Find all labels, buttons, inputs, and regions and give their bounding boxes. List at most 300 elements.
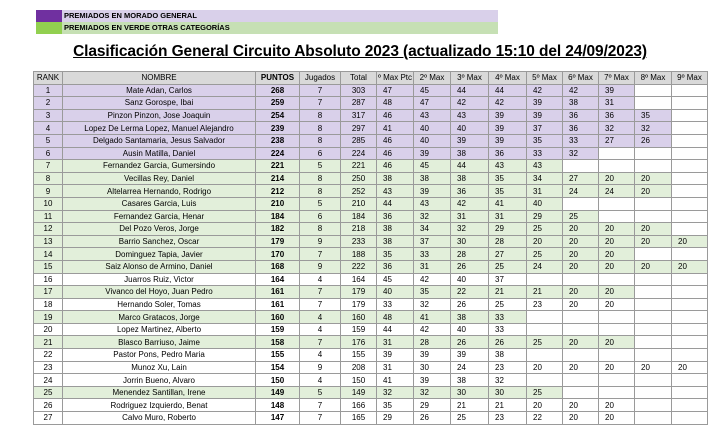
table-cell: 45 [414,160,451,173]
table-cell: Juarros Ruiz, Victor [63,273,256,286]
table-cell: Fernandez Garcia, Henar [63,210,256,223]
table-cell: 9 [300,260,341,273]
table-cell: 39 [414,147,451,160]
table-cell: 39 [527,97,563,110]
table-cell: 21 [489,399,527,412]
table-cell: 5 [300,197,341,210]
table-cell: 254 [256,109,300,122]
table-cell: 7 [34,160,63,173]
table-cell: 33 [489,311,527,324]
table-cell: 39 [527,109,563,122]
table-cell [635,323,672,336]
table-cell: 39 [489,134,527,147]
table-cell [527,349,563,362]
table-cell: 252 [341,185,377,198]
table-cell: 20 [599,172,635,185]
table-cell: 39 [414,349,451,362]
table-cell [672,109,708,122]
table-cell: 5 [300,160,341,173]
table-cell: Munoz Xu, Lain [63,361,256,374]
table-cell: 221 [256,160,300,173]
table-cell: 38 [414,172,451,185]
table-cell: 20 [563,235,599,248]
table-cell: 182 [256,223,300,236]
table-cell: 48 [377,311,414,324]
table-cell: 25 [527,386,563,399]
column-header: Jugados [300,72,341,85]
table-cell: 20 [563,336,599,349]
table-cell: 38 [377,223,414,236]
column-header: 7º Max [599,72,635,85]
table-cell: 20 [599,260,635,273]
table-cell [672,147,708,160]
table-cell [672,248,708,261]
table-cell: 39 [489,122,527,135]
table-cell: Vecillas Rey, Daniel [63,172,256,185]
table-cell: 7 [300,412,341,425]
table-row [34,260,708,273]
table-cell: 26 [451,336,489,349]
table-cell: 44 [489,84,527,97]
table-cell: 32 [599,122,635,135]
table-cell: 31 [489,210,527,223]
table-cell: 158 [256,336,300,349]
table-cell: 150 [341,374,377,387]
table-cell [599,210,635,223]
table-cell: 29 [489,223,527,236]
table-cell: 22 [34,349,63,362]
table-cell: 39 [451,134,489,147]
table-cell [672,134,708,147]
table-row [34,386,708,399]
table-cell: 43 [377,185,414,198]
table-cell [635,412,672,425]
table-cell [635,298,672,311]
table-cell [672,273,708,286]
table-cell: 38 [563,97,599,110]
table-cell [672,185,708,198]
table-cell: 36 [377,210,414,223]
table-cell: 24 [34,374,63,387]
table-cell: 161 [256,286,300,299]
table-cell: 18 [34,298,63,311]
table-cell: 166 [341,399,377,412]
ranking-table [33,71,708,425]
table-cell: 4 [300,323,341,336]
legend-purple [36,10,498,22]
table-cell [527,311,563,324]
table-row [34,210,708,223]
table-cell: Casares Garcia, Luis [63,197,256,210]
table-cell: 44 [451,160,489,173]
table-cell: 12 [34,223,63,236]
table-cell: 210 [256,197,300,210]
table-cell: 25 [527,336,563,349]
table-cell: 38 [451,147,489,160]
table-cell: 38 [377,172,414,185]
table-cell: 40 [377,286,414,299]
table-cell: 23 [34,361,63,374]
table-cell: 23 [527,298,563,311]
table-cell [599,374,635,387]
column-header: RANK [34,72,63,85]
table-cell: Altelarrea Hernando, Rodrigo [63,185,256,198]
table-cell [563,323,599,336]
table-cell [563,273,599,286]
table-cell: 30 [489,386,527,399]
table-cell [672,84,708,97]
table-cell: 31 [527,185,563,198]
table-cell: 38 [451,311,489,324]
table-row [34,336,708,349]
table-cell: 26 [451,298,489,311]
table-cell: 42 [414,323,451,336]
table-cell: 179 [341,298,377,311]
table-cell: 159 [341,323,377,336]
table-cell [672,210,708,223]
table-cell: 31 [414,260,451,273]
table-cell: 25 [527,248,563,261]
column-header: 9º Max [672,72,708,85]
table-cell: Blasco Barriuso, Jaime [63,336,256,349]
table-cell: 22 [527,412,563,425]
table-cell: 20 [672,235,708,248]
table-cell: 155 [256,349,300,362]
table-cell: 20 [527,235,563,248]
table-cell: 36 [377,260,414,273]
table-cell: 27 [34,412,63,425]
table-cell: 25 [489,298,527,311]
table-cell [635,311,672,324]
table-cell: 20 [672,361,708,374]
table-cell [672,399,708,412]
table-cell: 39 [414,374,451,387]
table-cell: 20 [635,361,672,374]
table-cell: 44 [377,323,414,336]
table-cell: 20 [563,248,599,261]
table-cell [635,374,672,387]
table-cell: 19 [34,311,63,324]
table-cell: 4 [34,122,63,135]
table-cell: Sanz Gorospe, Ibai [63,97,256,110]
table-cell [527,273,563,286]
table-cell: 32 [377,386,414,399]
table-cell: 41 [377,374,414,387]
table-row [34,298,708,311]
table-cell: 47 [414,97,451,110]
table-cell: 20 [635,223,672,236]
table-cell: 43 [451,109,489,122]
table-cell: 47 [377,84,414,97]
table-cell: 35 [635,109,672,122]
table-cell [599,147,635,160]
table-row [34,134,708,147]
table-cell: 268 [256,84,300,97]
table-cell: 20 [599,235,635,248]
table-cell [635,97,672,110]
table-cell: 36 [489,147,527,160]
table-cell: 147 [256,412,300,425]
legend-green-label: PREMIADOS EN VERDE OTRAS CATEGORÍAS [62,22,498,34]
table-cell: 11 [34,210,63,223]
table-row [34,97,708,110]
table-row [34,235,708,248]
table-cell: 21 [489,286,527,299]
table-cell: 28 [489,235,527,248]
column-header: NOMBRE [63,72,256,85]
table-cell: 8 [34,172,63,185]
table-cell [599,349,635,362]
table-cell [635,147,672,160]
table-cell: 31 [377,361,414,374]
table-cell [672,286,708,299]
table-cell: 149 [341,386,377,399]
table-cell: 7 [300,84,341,97]
table-cell: 20 [563,361,599,374]
table-cell: 222 [341,260,377,273]
table-cell: 44 [377,197,414,210]
table-cell: 4 [300,349,341,362]
table-cell: 14 [34,248,63,261]
table-cell: 32 [451,223,489,236]
table-cell: 39 [414,185,451,198]
table-cell: 20 [563,260,599,273]
table-cell: 20 [527,361,563,374]
table-cell: Barrio Sanchez, Oscar [63,235,256,248]
table-cell: 38 [451,172,489,185]
table-cell: 164 [341,273,377,286]
table-cell: 39 [451,349,489,362]
table-cell: 27 [563,172,599,185]
table-cell: 20 [635,185,672,198]
table-cell: Hernando Soler, Tomas [63,298,256,311]
table-cell: 24 [451,361,489,374]
table-cell: 35 [527,134,563,147]
table-cell: 32 [414,210,451,223]
table-row [34,160,708,173]
table-row [34,311,708,324]
table-cell: 35 [377,248,414,261]
table-cell: 42 [414,273,451,286]
table-cell: 33 [377,298,414,311]
table-cell: 26 [489,336,527,349]
table-cell: 25 [563,210,599,223]
table-cell: 212 [256,185,300,198]
table-cell: 43 [489,160,527,173]
table-cell [563,160,599,173]
table-cell: 30 [451,235,489,248]
table-cell: 40 [451,273,489,286]
table-cell: 9 [34,185,63,198]
table-cell: 20 [599,412,635,425]
table-cell: 25 [451,412,489,425]
table-cell: 30 [451,386,489,399]
table-cell: 26 [635,134,672,147]
table-cell [672,349,708,362]
table-cell: 6 [300,210,341,223]
table-cell: 317 [341,109,377,122]
table-cell: 42 [489,97,527,110]
table-row [34,273,708,286]
table-cell: 26 [34,399,63,412]
table-cell: 20 [563,286,599,299]
table-cell: 42 [451,97,489,110]
column-header: 8º Max [635,72,672,85]
table-cell: 7 [300,336,341,349]
table-cell: 22 [451,286,489,299]
table-cell: 33 [563,134,599,147]
table-cell: 38 [489,349,527,362]
table-cell [672,323,708,336]
table-cell: 13 [34,235,63,248]
table-cell: Pastor Pons, Pedro Maria [63,349,256,362]
table-cell: 37 [414,235,451,248]
table-cell: Jorrin Bueno, Alvaro [63,374,256,387]
table-cell: Mate Adan, Carlos [63,84,256,97]
table-cell [563,349,599,362]
table-cell: 32 [635,122,672,135]
table-cell [563,386,599,399]
table-cell: 28 [414,336,451,349]
table-cell: 35 [377,399,414,412]
table-cell: Pinzon Pinzon, Jose Joaquin [63,109,256,122]
table-cell: 21 [527,286,563,299]
table-cell: Fernandez Garcia, Gumersindo [63,160,256,173]
table-cell: Vivanco del Hoyo, Juan Pedro [63,286,256,299]
table-cell: 285 [341,134,377,147]
table-cell: 179 [256,235,300,248]
table-cell: 303 [341,84,377,97]
table-cell: 8 [300,122,341,135]
table-cell [563,197,599,210]
table-cell: 33 [414,248,451,261]
table-cell: 27 [599,134,635,147]
table-cell: 30 [414,361,451,374]
table-cell [599,311,635,324]
table-cell: 238 [256,134,300,147]
table-cell: 25 [34,386,63,399]
table-cell: 44 [451,84,489,97]
table-cell: 32 [414,298,451,311]
table-cell [563,374,599,387]
table-cell: 3 [34,109,63,122]
table-cell: 2 [34,97,63,110]
table-cell: 8 [300,223,341,236]
table-cell: Lopez De Lerma Lopez, Manuel Alejandro [63,122,256,135]
table-cell [599,323,635,336]
table-cell: 239 [256,122,300,135]
table-cell: 24 [599,185,635,198]
table-cell: 4 [300,273,341,286]
column-header: 4º Max [489,72,527,85]
table-cell: 7 [300,286,341,299]
table-cell: 35 [489,172,527,185]
table-cell: 33 [527,147,563,160]
table-cell: 31 [451,210,489,223]
table-cell: 40 [414,122,451,135]
table-cell: 154 [256,361,300,374]
table-cell [672,386,708,399]
table-cell: 20 [599,399,635,412]
table-row [34,147,708,160]
table-cell: 39 [599,84,635,97]
table-cell: 20 [34,323,63,336]
table-row [34,286,708,299]
table-cell: 17 [34,286,63,299]
table-cell: 8 [300,134,341,147]
table-cell: 37 [489,273,527,286]
table-cell: 35 [489,185,527,198]
table-cell: 29 [527,210,563,223]
table-cell [599,386,635,399]
column-header: 6º Max [563,72,599,85]
table-cell: 36 [599,109,635,122]
table-cell: 15 [34,260,63,273]
table-cell: 29 [414,399,451,412]
table-cell [563,311,599,324]
table-row [34,349,708,362]
table-cell: 7 [300,97,341,110]
table-cell: 20 [599,361,635,374]
table-cell: 20 [599,298,635,311]
table-cell [635,286,672,299]
table-row [34,185,708,198]
table-cell: 20 [672,260,708,273]
table-cell: 31 [377,336,414,349]
table-cell: 46 [377,134,414,147]
table-cell: 46 [377,147,414,160]
table-cell: 32 [489,374,527,387]
table-cell: 8 [300,109,341,122]
table-cell: 42 [563,84,599,97]
table-cell: 188 [341,248,377,261]
table-cell: 36 [563,109,599,122]
legend-green [36,22,498,34]
table-cell: 9 [300,361,341,374]
table-cell: 34 [527,172,563,185]
table-cell: Saiz Alonso de Armino, Daniel [63,260,256,273]
table-row [34,374,708,387]
table-cell: 24 [527,260,563,273]
table-cell: 27 [489,248,527,261]
table-cell: 20 [635,260,672,273]
table-cell: Rodriguez Izquierdo, Benat [63,399,256,412]
table-row [34,109,708,122]
table-cell: Calvo Muro, Roberto [63,412,256,425]
table-cell: 259 [256,97,300,110]
table-cell: Delgado Santamaria, Jesus Salvador [63,134,256,147]
table-cell [599,160,635,173]
table-cell [635,336,672,349]
table-cell: 233 [341,235,377,248]
table-cell: 161 [256,298,300,311]
table-cell [635,84,672,97]
table-cell: 6 [300,147,341,160]
table-cell: 168 [256,260,300,273]
table-cell: 16 [34,273,63,286]
table-cell: 297 [341,122,377,135]
table-cell: 179 [341,286,377,299]
column-header: º Max Ptc [377,73,413,83]
column-header: 3º Max [451,72,489,85]
purple-swatch [36,10,62,22]
table-cell [635,386,672,399]
table-cell: 184 [256,210,300,223]
legend-purple-label: PREMIADOS EN MORADO GENERAL [62,10,498,22]
table-cell: 46 [377,160,414,173]
table-cell: 39 [377,349,414,362]
table-cell [527,374,563,387]
